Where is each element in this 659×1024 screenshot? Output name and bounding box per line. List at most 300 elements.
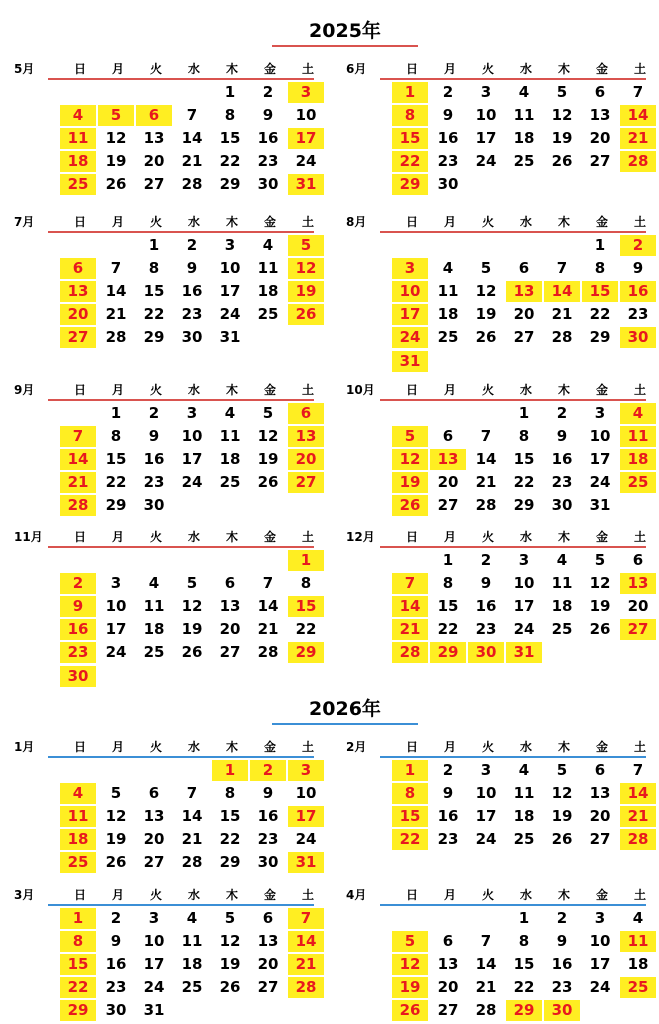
day-cell: 15 — [437, 597, 459, 616]
day-cell: 10 — [589, 427, 611, 446]
day-cell: 24 — [475, 152, 497, 171]
day-cell: 15 — [219, 807, 241, 826]
weekday-header: 日 — [73, 740, 86, 754]
day-cell: 21 — [181, 830, 203, 849]
day-cell: 9 — [480, 574, 492, 593]
day-cell: 3 — [594, 909, 606, 927]
day-cell: 2 — [556, 404, 568, 422]
day-cell: 7 — [632, 761, 644, 779]
day-cell: 11 — [551, 574, 573, 593]
weekday-header: 土 — [301, 62, 314, 76]
day-cell: 3 — [518, 551, 530, 569]
holiday-cell: 28 — [60, 495, 96, 516]
weekday-header: 木 — [225, 215, 238, 229]
day-cell: 13 — [219, 597, 241, 616]
holiday-cell: 25 — [60, 174, 96, 195]
day-cell: 19 — [257, 450, 279, 469]
day-cell: 13 — [143, 129, 165, 148]
holiday-cell: 4 — [60, 783, 96, 804]
weekday-header: 火 — [149, 530, 162, 544]
day-cell: 9 — [262, 106, 274, 125]
holiday-cell: 30 — [620, 327, 656, 348]
weekday-header: 木 — [557, 215, 570, 229]
day-cell: 30 — [181, 328, 203, 347]
weekday-header-row — [48, 888, 314, 906]
day-cell: 14 — [475, 955, 497, 974]
day-cell: 28 — [181, 853, 203, 872]
weekday-header: 日 — [405, 383, 418, 397]
day-cell: 2 — [442, 83, 454, 101]
day-cell: 29 — [143, 328, 165, 347]
weekday-header: 日 — [405, 740, 418, 754]
holiday-cell: 2 — [60, 573, 96, 594]
holiday-cell: 28 — [288, 977, 324, 998]
weekday-header: 月 — [111, 888, 124, 902]
day-cell: 18 — [257, 282, 279, 301]
weekday-header: 火 — [149, 383, 162, 397]
day-cell: 15 — [513, 955, 535, 974]
holiday-cell: 10 — [392, 281, 428, 302]
weekday-header: 水 — [187, 888, 200, 902]
day-cell: 24 — [181, 473, 203, 492]
weekday-header: 木 — [557, 530, 570, 544]
weekday-header-row — [48, 215, 314, 233]
day-cell: 5 — [262, 404, 274, 422]
day-cell: 2 — [480, 551, 492, 569]
day-cell: 19 — [219, 955, 241, 974]
day-cell: 24 — [295, 830, 317, 849]
holiday-cell: 17 — [288, 806, 324, 827]
holiday-cell: 4 — [620, 403, 656, 424]
day-cell: 5 — [224, 909, 236, 927]
day-cell: 1 — [224, 83, 236, 101]
holiday-cell: 7 — [60, 426, 96, 447]
day-cell: 6 — [442, 932, 454, 951]
day-cell: 20 — [589, 807, 611, 826]
holiday-cell: 14 — [620, 783, 656, 804]
day-cell: 24 — [589, 473, 611, 492]
day-cell: 24 — [143, 978, 165, 997]
day-cell: 14 — [475, 450, 497, 469]
weekday-header: 土 — [633, 530, 646, 544]
weekday-header: 土 — [633, 62, 646, 76]
day-cell: 26 — [475, 328, 497, 347]
day-cell: 27 — [143, 175, 165, 194]
day-cell: 21 — [257, 620, 279, 639]
day-cell: 3 — [148, 909, 160, 927]
day-cell: 5 — [594, 551, 606, 569]
day-cell: 16 — [475, 597, 497, 616]
weekday-header: 日 — [405, 530, 418, 544]
day-cell: 16 — [257, 129, 279, 148]
weekday-header: 金 — [595, 740, 608, 754]
day-cell: 23 — [551, 473, 573, 492]
holiday-cell: 15 — [392, 806, 428, 827]
day-cell: 4 — [442, 259, 454, 278]
day-cell: 22 — [513, 978, 535, 997]
holiday-cell: 29 — [60, 1000, 96, 1021]
day-cell: 17 — [475, 807, 497, 826]
day-cell: 23 — [105, 978, 127, 997]
day-cell: 6 — [262, 909, 274, 927]
weekday-header: 水 — [519, 530, 532, 544]
day-cell: 26 — [589, 620, 611, 639]
holiday-cell: 14 — [60, 449, 96, 470]
day-cell: 30 — [437, 175, 459, 194]
day-cell: 9 — [186, 259, 198, 278]
holiday-cell: 31 — [392, 351, 428, 372]
day-cell: 2 — [556, 909, 568, 927]
day-cell: 24 — [475, 830, 497, 849]
month-label: 12月 — [346, 530, 375, 544]
day-cell: 28 — [181, 175, 203, 194]
day-cell: 12 — [105, 807, 127, 826]
weekday-header: 水 — [519, 215, 532, 229]
day-cell: 28 — [257, 643, 279, 662]
weekday-header: 月 — [111, 215, 124, 229]
day-cell: 1 — [518, 909, 530, 927]
weekday-header: 月 — [443, 740, 456, 754]
weekday-header: 金 — [263, 383, 276, 397]
day-cell: 16 — [437, 129, 459, 148]
day-cell: 28 — [475, 496, 497, 515]
holiday-cell: 2 — [620, 235, 656, 256]
day-cell: 17 — [475, 129, 497, 148]
weekday-header: 土 — [633, 383, 646, 397]
day-cell: 4 — [224, 404, 236, 422]
weekday-header: 土 — [633, 215, 646, 229]
holiday-cell: 1 — [288, 550, 324, 571]
weekday-header: 水 — [519, 888, 532, 902]
day-cell: 16 — [105, 955, 127, 974]
day-cell: 12 — [551, 784, 573, 803]
holiday-cell: 26 — [392, 495, 428, 516]
day-cell: 23 — [437, 152, 459, 171]
day-cell: 10 — [105, 597, 127, 616]
day-cell: 4 — [186, 909, 198, 927]
day-cell: 15 — [143, 282, 165, 301]
day-cell: 2 — [186, 236, 198, 254]
day-cell: 29 — [219, 853, 241, 872]
holiday-cell: 22 — [392, 151, 428, 172]
holiday-cell: 5 — [392, 426, 428, 447]
weekday-header-row — [380, 740, 646, 758]
day-cell: 10 — [181, 427, 203, 446]
holiday-cell: 11 — [60, 128, 96, 149]
day-cell: 29 — [589, 328, 611, 347]
day-cell: 25 — [181, 978, 203, 997]
day-cell: 4 — [518, 761, 530, 779]
month-label: 7月 — [14, 215, 35, 229]
holiday-cell: 28 — [620, 151, 656, 172]
holiday-cell: 12 — [392, 449, 428, 470]
day-cell: 26 — [551, 830, 573, 849]
day-cell: 19 — [551, 129, 573, 148]
holiday-cell: 17 — [288, 128, 324, 149]
holiday-cell: 29 — [430, 642, 466, 663]
day-cell: 19 — [105, 152, 127, 171]
holiday-cell: 13 — [288, 426, 324, 447]
weekday-header: 火 — [149, 740, 162, 754]
day-cell: 26 — [105, 853, 127, 872]
day-cell: 30 — [257, 853, 279, 872]
day-cell: 13 — [437, 955, 459, 974]
weekday-header: 木 — [557, 62, 570, 76]
day-cell: 18 — [513, 807, 535, 826]
holiday-cell: 23 — [60, 642, 96, 663]
weekday-header: 水 — [187, 62, 200, 76]
weekday-header: 土 — [633, 888, 646, 902]
day-cell: 9 — [632, 259, 644, 278]
weekday-header: 火 — [481, 740, 494, 754]
weekday-header: 火 — [481, 62, 494, 76]
day-cell: 8 — [518, 427, 530, 446]
day-cell: 6 — [632, 551, 644, 569]
day-cell: 11 — [513, 106, 535, 125]
day-cell: 13 — [589, 784, 611, 803]
day-cell: 5 — [556, 83, 568, 101]
day-cell: 3 — [186, 404, 198, 422]
weekday-header: 金 — [595, 62, 608, 76]
weekday-header: 日 — [405, 62, 418, 76]
day-cell: 12 — [257, 427, 279, 446]
day-cell: 3 — [224, 236, 236, 254]
holiday-cell: 21 — [288, 954, 324, 975]
weekday-header: 水 — [187, 215, 200, 229]
holiday-cell: 6 — [60, 258, 96, 279]
weekday-header: 木 — [225, 888, 238, 902]
day-cell: 27 — [513, 328, 535, 347]
day-cell: 11 — [437, 282, 459, 301]
holiday-cell: 1 — [212, 760, 248, 781]
holiday-cell: 19 — [392, 472, 428, 493]
weekday-header-row — [380, 888, 646, 906]
day-cell: 17 — [105, 620, 127, 639]
day-cell: 11 — [143, 597, 165, 616]
day-cell: 22 — [295, 620, 317, 639]
holiday-cell: 26 — [392, 1000, 428, 1021]
day-cell: 8 — [224, 106, 236, 125]
holiday-cell: 13 — [430, 449, 466, 470]
weekday-header: 金 — [263, 215, 276, 229]
day-cell: 12 — [475, 282, 497, 301]
day-cell: 20 — [513, 305, 535, 324]
day-cell: 17 — [589, 955, 611, 974]
month-label: 11月 — [14, 530, 43, 544]
day-cell: 23 — [181, 305, 203, 324]
day-cell: 22 — [513, 473, 535, 492]
weekday-header: 金 — [595, 888, 608, 902]
day-cell: 10 — [295, 784, 317, 803]
day-cell: 27 — [219, 643, 241, 662]
day-cell: 19 — [551, 807, 573, 826]
weekday-header-row — [380, 530, 646, 548]
day-cell: 2 — [262, 83, 274, 101]
holiday-cell: 30 — [468, 642, 504, 663]
weekday-header: 水 — [187, 530, 200, 544]
weekday-header: 金 — [595, 215, 608, 229]
holiday-cell: 31 — [506, 642, 542, 663]
day-cell: 15 — [513, 450, 535, 469]
day-cell: 3 — [594, 404, 606, 422]
day-cell: 12 — [105, 129, 127, 148]
day-cell: 14 — [257, 597, 279, 616]
day-cell: 11 — [181, 932, 203, 951]
day-cell: 22 — [219, 830, 241, 849]
day-cell: 10 — [143, 932, 165, 951]
day-cell: 23 — [257, 152, 279, 171]
weekday-header: 金 — [263, 888, 276, 902]
day-cell: 30 — [257, 175, 279, 194]
weekday-header: 木 — [557, 383, 570, 397]
holiday-cell: 13 — [506, 281, 542, 302]
weekday-header: 金 — [595, 383, 608, 397]
holiday-cell: 1 — [60, 908, 96, 929]
weekday-header: 土 — [301, 740, 314, 754]
day-cell: 16 — [551, 450, 573, 469]
weekday-header: 月 — [443, 215, 456, 229]
day-cell: 12 — [219, 932, 241, 951]
day-cell: 17 — [513, 597, 535, 616]
day-cell: 8 — [518, 932, 530, 951]
day-cell: 1 — [518, 404, 530, 422]
day-cell: 8 — [594, 259, 606, 278]
day-cell: 7 — [556, 259, 568, 278]
holiday-cell: 21 — [392, 619, 428, 640]
day-cell: 9 — [262, 784, 274, 803]
holiday-cell: 5 — [288, 235, 324, 256]
month-label: 6月 — [346, 62, 367, 76]
weekday-header: 水 — [187, 383, 200, 397]
day-cell: 21 — [181, 152, 203, 171]
day-cell: 20 — [257, 955, 279, 974]
day-cell: 23 — [627, 305, 649, 324]
holiday-cell: 29 — [392, 174, 428, 195]
holiday-cell: 28 — [620, 829, 656, 850]
day-cell: 12 — [181, 597, 203, 616]
day-cell: 8 — [148, 259, 160, 278]
weekday-header: 火 — [149, 62, 162, 76]
day-cell: 20 — [219, 620, 241, 639]
day-cell: 6 — [518, 259, 530, 278]
day-cell: 15 — [105, 450, 127, 469]
weekday-header-row — [380, 383, 646, 401]
day-cell: 4 — [518, 83, 530, 101]
weekday-header: 火 — [481, 383, 494, 397]
day-cell: 11 — [513, 784, 535, 803]
month-label: 2月 — [346, 740, 367, 754]
holiday-cell: 25 — [620, 472, 656, 493]
holiday-cell: 7 — [288, 908, 324, 929]
day-cell: 2 — [148, 404, 160, 422]
day-cell: 8 — [224, 784, 236, 803]
weekday-header: 土 — [301, 888, 314, 902]
day-cell: 18 — [181, 955, 203, 974]
day-cell: 9 — [556, 427, 568, 446]
day-cell: 8 — [110, 427, 122, 446]
day-cell: 23 — [475, 620, 497, 639]
weekday-header: 金 — [263, 530, 276, 544]
holiday-cell: 30 — [60, 666, 96, 687]
day-cell: 22 — [589, 305, 611, 324]
day-cell: 22 — [437, 620, 459, 639]
day-cell: 9 — [442, 784, 454, 803]
day-cell: 23 — [143, 473, 165, 492]
weekday-header: 木 — [225, 62, 238, 76]
day-cell: 28 — [551, 328, 573, 347]
day-cell: 2 — [110, 909, 122, 927]
holiday-cell: 7 — [392, 573, 428, 594]
day-cell: 10 — [475, 106, 497, 125]
day-cell: 4 — [262, 236, 274, 254]
day-cell: 13 — [143, 807, 165, 826]
holiday-cell: 27 — [288, 472, 324, 493]
day-cell: 18 — [437, 305, 459, 324]
day-cell: 20 — [143, 830, 165, 849]
weekday-header: 月 — [443, 62, 456, 76]
holiday-cell: 27 — [620, 619, 656, 640]
day-cell: 2 — [442, 761, 454, 779]
day-cell: 3 — [480, 83, 492, 101]
weekday-header: 月 — [111, 62, 124, 76]
holiday-cell: 2 — [250, 760, 286, 781]
holiday-cell: 15 — [582, 281, 618, 302]
day-cell: 21 — [475, 473, 497, 492]
holiday-cell: 14 — [288, 931, 324, 952]
day-cell: 21 — [475, 978, 497, 997]
holiday-cell: 5 — [98, 105, 134, 126]
holiday-cell: 6 — [136, 105, 172, 126]
holiday-cell: 8 — [392, 783, 428, 804]
day-cell: 16 — [437, 807, 459, 826]
holiday-cell: 13 — [60, 281, 96, 302]
day-cell: 9 — [556, 932, 568, 951]
day-cell: 26 — [257, 473, 279, 492]
day-cell: 24 — [105, 643, 127, 662]
day-cell: 22 — [219, 152, 241, 171]
day-cell: 16 — [143, 450, 165, 469]
weekday-header: 月 — [111, 383, 124, 397]
day-cell: 30 — [105, 1001, 127, 1020]
month-label: 10月 — [346, 383, 375, 397]
weekday-header: 日 — [405, 888, 418, 902]
day-cell: 16 — [551, 955, 573, 974]
weekday-header: 金 — [263, 62, 276, 76]
day-cell: 20 — [589, 129, 611, 148]
day-cell: 6 — [224, 574, 236, 593]
day-cell: 8 — [442, 574, 454, 593]
day-cell: 24 — [513, 620, 535, 639]
day-cell: 7 — [186, 784, 198, 803]
day-cell: 10 — [219, 259, 241, 278]
day-cell: 17 — [181, 450, 203, 469]
weekday-header: 土 — [633, 740, 646, 754]
holiday-cell: 22 — [60, 977, 96, 998]
month-label: 1月 — [14, 740, 35, 754]
day-cell: 21 — [105, 305, 127, 324]
day-cell: 29 — [513, 496, 535, 515]
holiday-cell: 16 — [60, 619, 96, 640]
day-cell: 9 — [110, 932, 122, 951]
day-cell: 23 — [437, 830, 459, 849]
day-cell: 20 — [437, 978, 459, 997]
day-cell: 10 — [295, 106, 317, 125]
day-cell: 17 — [143, 955, 165, 974]
holiday-cell: 11 — [620, 426, 656, 447]
holiday-cell: 11 — [60, 806, 96, 827]
day-cell: 3 — [480, 761, 492, 779]
day-cell: 6 — [148, 784, 160, 803]
